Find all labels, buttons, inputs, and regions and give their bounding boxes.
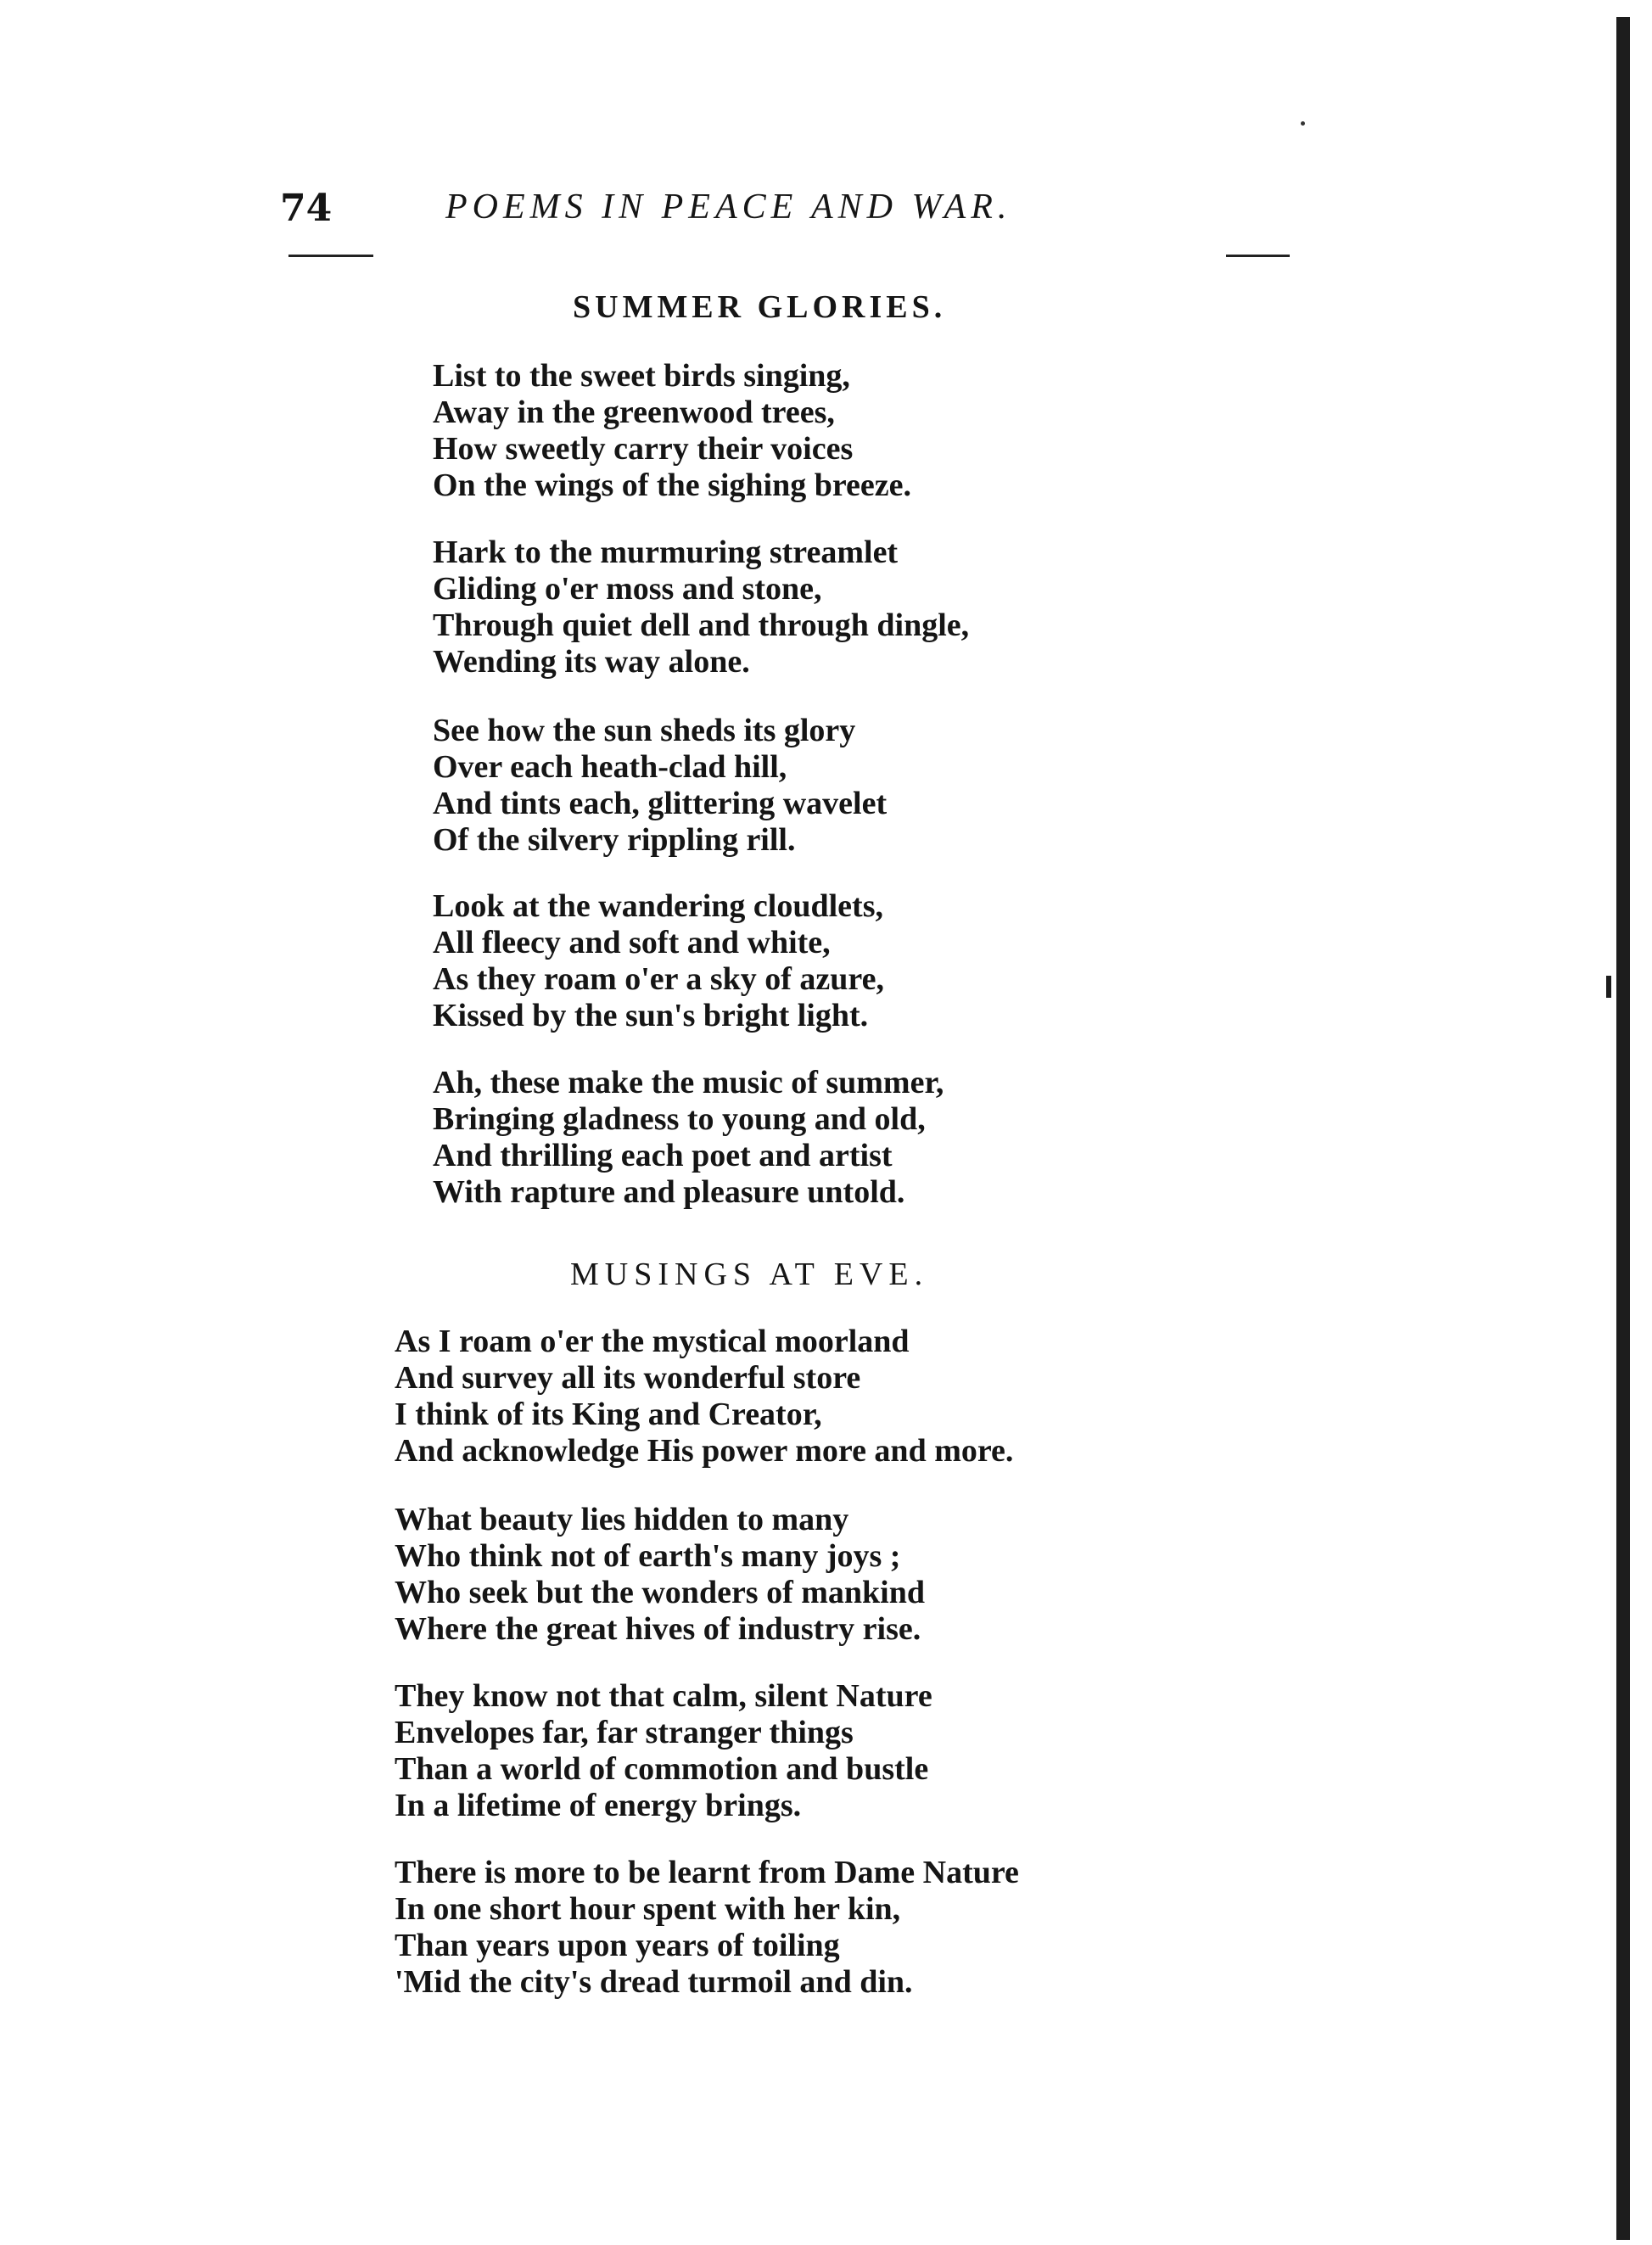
running-title: POEMS IN PEACE AND WAR. <box>445 188 1012 227</box>
stanza <box>395 1678 932 1824</box>
poem-line: I think of its King and Creator, <box>395 1397 822 1432</box>
poem-line: How sweetly carry their voices <box>433 431 854 467</box>
header-rule-left <box>288 255 373 257</box>
stanza <box>433 713 887 859</box>
poem-line: Away in the greenwood trees, <box>433 395 835 430</box>
poem-line: Who think not of earth's many joys ; <box>395 1538 901 1574</box>
poem-line: 'Mid the city's dread turmoil and din. <box>395 1964 913 2000</box>
poem-line: They know not that calm, silent Nature <box>395 1678 932 1714</box>
poem-line: With rapture and pleasure untold. <box>433 1174 905 1210</box>
stanza <box>433 1065 944 1211</box>
scan-speck <box>1301 121 1305 126</box>
poem-line: Look at the wandering cloudlets, <box>433 888 883 924</box>
poem-line: Of the silvery rippling rill. <box>433 822 796 858</box>
poem-line: What beauty lies hidden to many <box>395 1502 849 1537</box>
poem-line: Wending its way alone. <box>433 644 750 680</box>
poem-line: List to the sweet birds singing, <box>433 358 850 394</box>
header-rule-right <box>1226 255 1290 257</box>
running-header <box>280 187 1298 238</box>
stanza <box>433 358 911 504</box>
stanza <box>395 1502 925 1648</box>
stanza <box>395 1855 1019 2001</box>
poem-line: Than years upon years of toiling <box>395 1928 840 1963</box>
page-number: 74 <box>280 187 333 230</box>
poem-line: There is more to be learnt from Dame Nature <box>395 1855 1019 1890</box>
poem-title: SUMMER GLORIES. <box>573 289 947 325</box>
poem-line: Who seek but the wonders of mankind <box>395 1575 925 1610</box>
poem-line: Bringing gladness to young and old, <box>433 1101 926 1137</box>
poem-line: Gliding o'er moss and stone, <box>433 571 822 607</box>
poem-line: And survey all its wonderful store <box>395 1360 861 1396</box>
poem-line: Hark to the murmuring streamlet <box>433 535 899 570</box>
poem-line: Ah, these make the music of summer, <box>433 1065 944 1100</box>
poem-line: And tints each, glittering wavelet <box>433 786 888 821</box>
poem-line: Kissed by the sun's bright light. <box>433 998 869 1033</box>
poem-line: In one short hour spent with her kin, <box>395 1891 901 1927</box>
poem-line: As I roam o'er the mystical moorland <box>395 1324 910 1359</box>
poem-line: See how the sun sheds its glory <box>433 713 856 748</box>
page-gutter-notch <box>1606 976 1611 998</box>
poem-line: Than a world of commotion and bustle <box>395 1751 929 1787</box>
poem-line: And acknowledge His power more and more. <box>395 1433 1014 1469</box>
stanza <box>433 888 884 1034</box>
poem-line: Where the great hives of industry rise. <box>395 1611 921 1647</box>
poem-line: All fleecy and soft and white, <box>433 925 831 960</box>
stanza <box>433 535 969 680</box>
poem-line: Over each heath-clad hill, <box>433 749 787 785</box>
poem-line: In a lifetime of energy brings. <box>395 1788 802 1823</box>
poem-line: Through quiet dell and through dingle, <box>433 607 970 643</box>
poem-line: On the wings of the sighing breeze. <box>433 467 912 503</box>
poem-line: As they roam o'er a sky of azure, <box>433 961 884 997</box>
page-gutter-edge <box>1616 17 1630 2240</box>
poem-line: And thrilling each poet and artist <box>433 1138 893 1173</box>
stanza <box>395 1324 1013 1470</box>
poem-title: MUSINGS AT EVE. <box>570 1257 929 1292</box>
poem-line: Envelopes far, far stranger things <box>395 1715 854 1750</box>
